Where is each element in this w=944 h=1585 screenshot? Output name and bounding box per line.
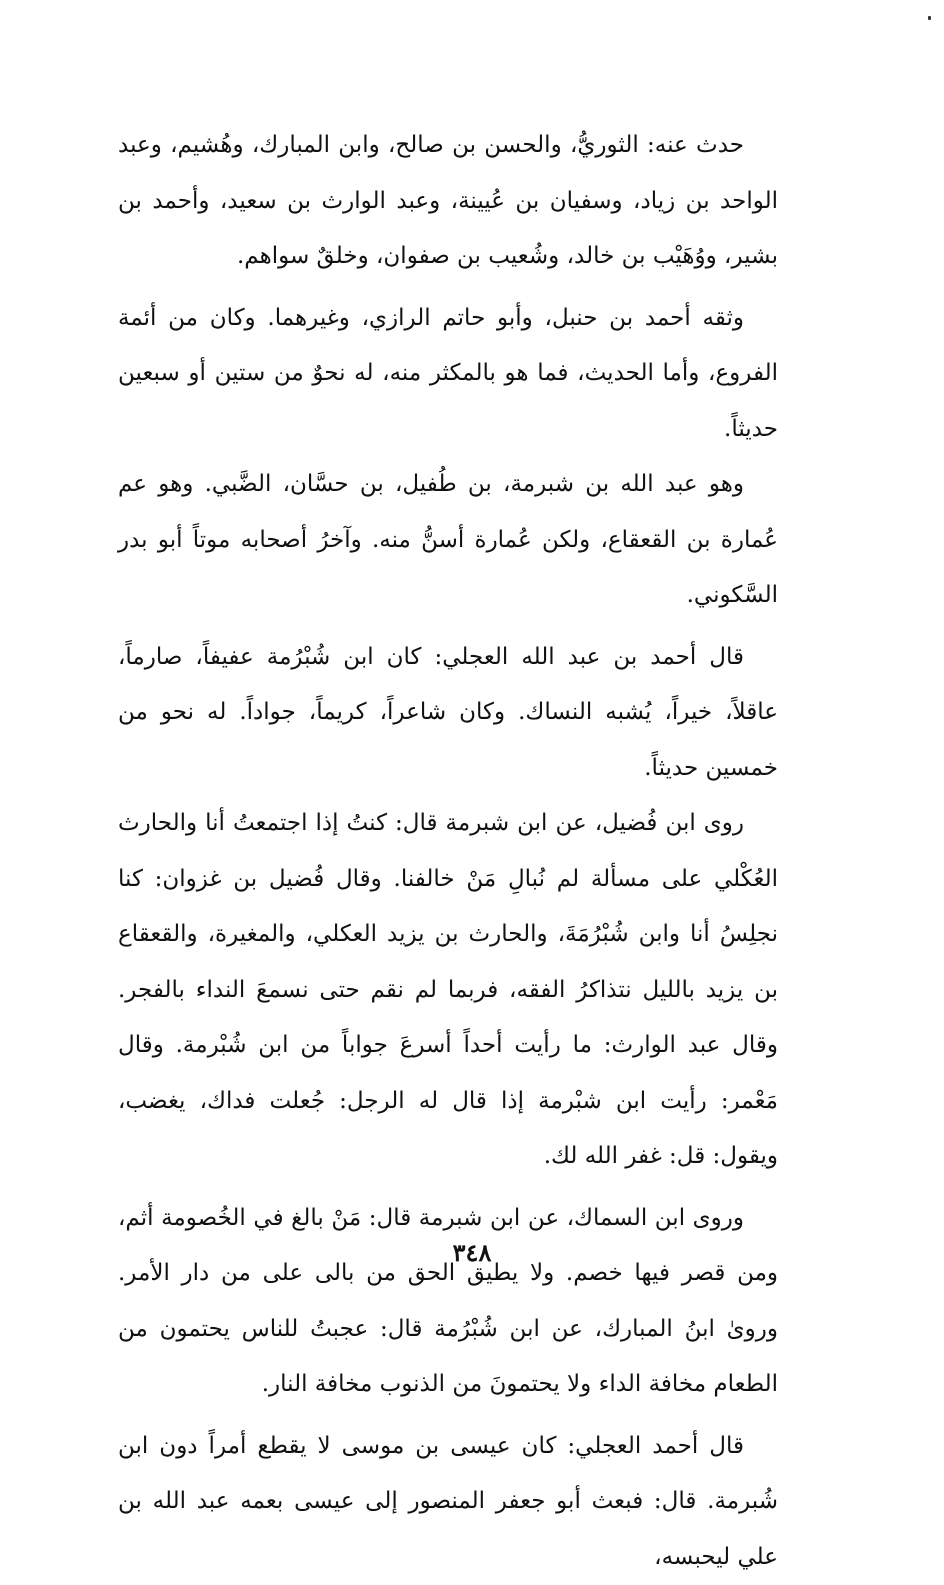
- paragraph-lineage: وهو عبد الله بن شبرمة، بن طُفيل، بن حسَّان، الضَّبي. وهو عم عُمارة بن القعقاع، ولكن عُمارة أسنُّ منه. وآخرُ أصحابه موتاً أبو بدر السَّكوني.: [118, 457, 778, 624]
- paragraph-sayings: وروى ابن السماك، عن ابن شبرمة قال: مَنْ بالغ في الخُصومة أثم، ومن قصر فيها خصم. ولا يطيق الحق من بالى على من دار الأمر. وروىٰ ابنُ المبارك، عن ابن شُبْرُمة قال: عجبتُ للناس يحتمون من الطعام مخافة الداء ولا يحتمونَ من الذنوب مخافة النار.: [118, 1191, 778, 1413]
- paragraph-fiqh-gatherings: روى ابن فُضيل، عن ابن شبرمة قال: كنتُ إذا اجتمعتُ أنا والحارث العُكْلي على مسألة لم نُبالِ مَنْ خالفنا. وقال فُضيل بن غزوان: كنا نجلِسُ أنا وابن شُبْرُمَةَ، والحارث بن يزيد العكلي، والمغيرة، والقعقاع بن يزيد بالليل نتذاكرُ الفقه، فربما لم نقم حتى نسمعَ النداء بالفجر. وقال عبد الوارث: ما رأيت أحداً أسرعَ جواباً من ابن شُبْرمة. وقال مَعْمر: رأيت ابن شبْرمة إذا قال له الرجل: جُعلت فداك، يغضب، ويقول: قل: غفر الله لك.: [118, 796, 778, 1185]
- paragraph-ajli-description: قال أحمد بن عبد الله العجلي: كان ابن شُبْرُمة عفيفاً، صارماً، عاقلاً، خيراً، يُشبه النساك. وكان شاعراً، كريماً، جواداً. له نحو من خمسين حديثاً.: [118, 630, 778, 797]
- paragraph-narrators: حدث عنه: الثوريُّ، والحسن بن صالح، وابن المبارك، وهُشيم، وعبد الواحد بن زياد، وسفيان بن عُيينة، وعبد الوارث بن سعيد، وأحمد بن بشير، ووُهَيْب بن خالد، وشُعيب بن صفوان، وخلقٌ سواهم.: [118, 118, 778, 285]
- paragraph-isa-ibn-musa: قال أحمد العجلي: كان عيسى بن موسى لا يقطع أمراً دون ابن شُبرمة. قال: فبعث أبو جعفر المنصور إلى عيسى بعمه عبد الله بن علي ليحبسه،: [118, 1419, 778, 1585]
- scan-speck: [928, 16, 931, 20]
- paragraph-reliability: وثقه أحمد بن حنبل، وأبو حاتم الرازي، وغيرهما. وكان من أئمة الفروع، وأما الحديث، فما هو بالمكثر منه، له نحوٌ من ستين أو سبعين حديثاً.: [118, 291, 778, 458]
- page-number: ٣٤٨: [0, 1238, 944, 1267]
- page-body-text: [118, 118, 778, 1585]
